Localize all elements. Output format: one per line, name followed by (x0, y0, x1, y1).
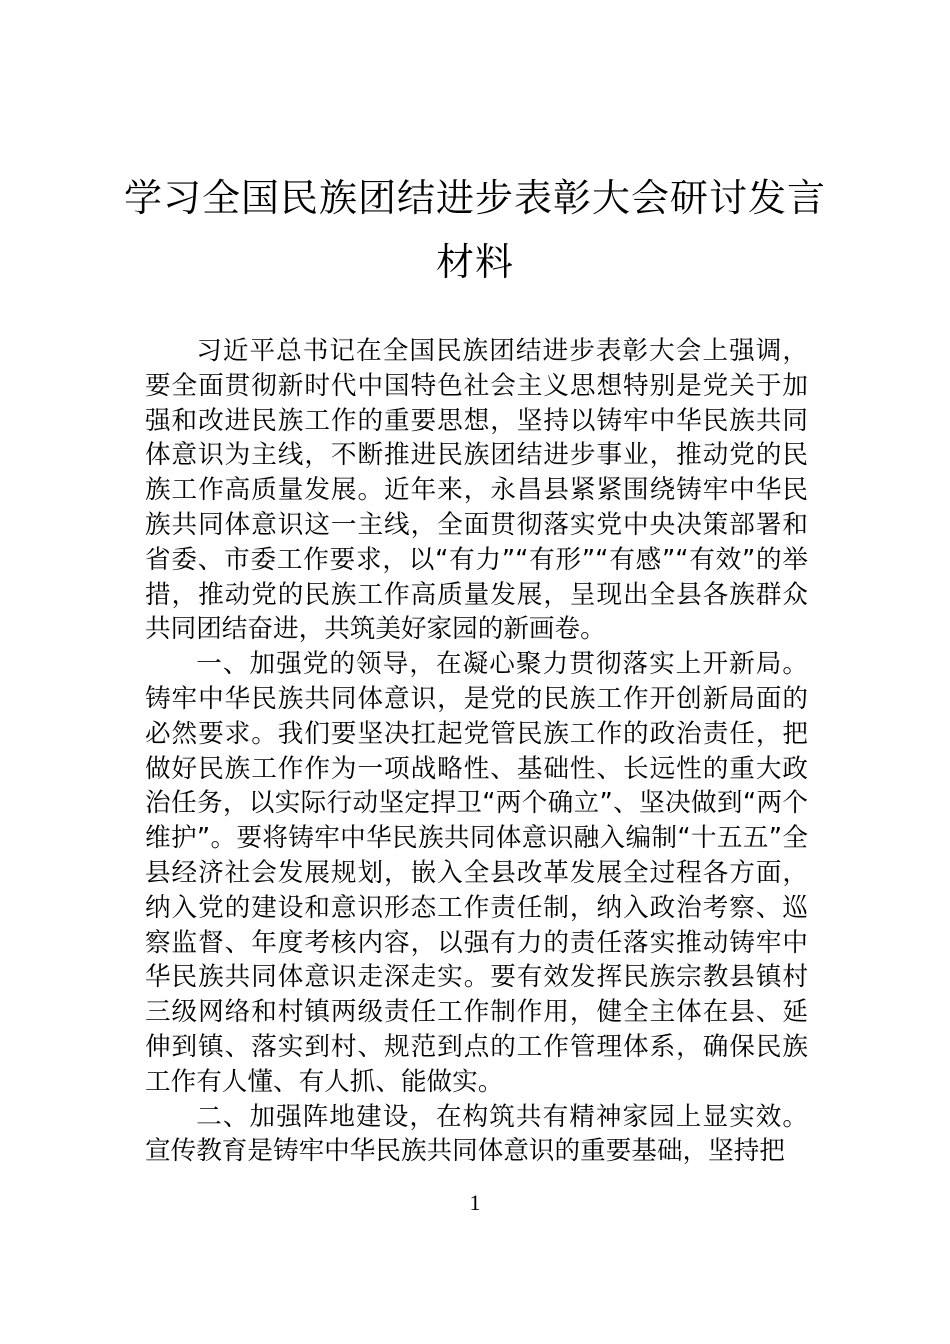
document-title (110, 166, 840, 294)
paragraph-intro: 习近平总书记在全国民族团结进步表彰大会上强调，要全面贯彻新时代中国特色社会主义思想特别是党关于加强和改进民族工作的重要思想，坚持以铸牢中华民族共同体意识为主线，不断推进民族团结进步事业，推动党的民族工作高质量发展。近年来，永昌县紧紧围绕铸牢中华民族共同体意识这一主线，全面贯彻落实党中央决策部署和省委、市委工作要求，以“有力”“有形”“有感”“有效”的举措，推动党的民族工作高质量发展，呈现出全县各族群众共同团结奋进，共筑美好家园的新画卷。 (145, 336, 808, 645)
document-body (145, 334, 808, 1169)
paragraph-section-2: 二、加强阵地建设，在构筑共有精神家园上显实效。宣传教育是铸牢中华民族共同体意识的重要基础，坚持把 (145, 1101, 808, 1167)
title-line-1: 学习全国民族团结进步表彰大会研讨发言 (123, 176, 826, 220)
paragraph-section-1: 一、加强党的领导，在凝心聚力贯彻落实上开新局。铸牢中华民族共同体意识，是党的民族工作开创新局面的必然要求。我们要坚决扛起党管民族工作的政治责任，把做好民族工作作为一项战略性、基础性、长远性的重大政治任务，以实际行动坚定捍卫“两个确立”、坚决做到“两个维护”。要将铸牢中华民族共同体意识融入编制“十五五”全县经济社会发展规划，嵌入全县改革发展全过程各方面，纳入党的建设和意识形态工作责任制，纳入政治考察、巡察监督、年度考核内容，以强有力的责任落实推动铸牢中华民族共同体意识走深走实。要有效发挥民族宗教县镇村三级网络和村镇两级责任工作制作用，健全主体在县、延伸到镇、落实到村、规范到点的工作管理体系，确保民族工作有人懂、有人抓、能做实。 (145, 649, 808, 1097)
page-number: 1 (469, 1190, 481, 1215)
title-line-2: 材料 (435, 240, 514, 284)
